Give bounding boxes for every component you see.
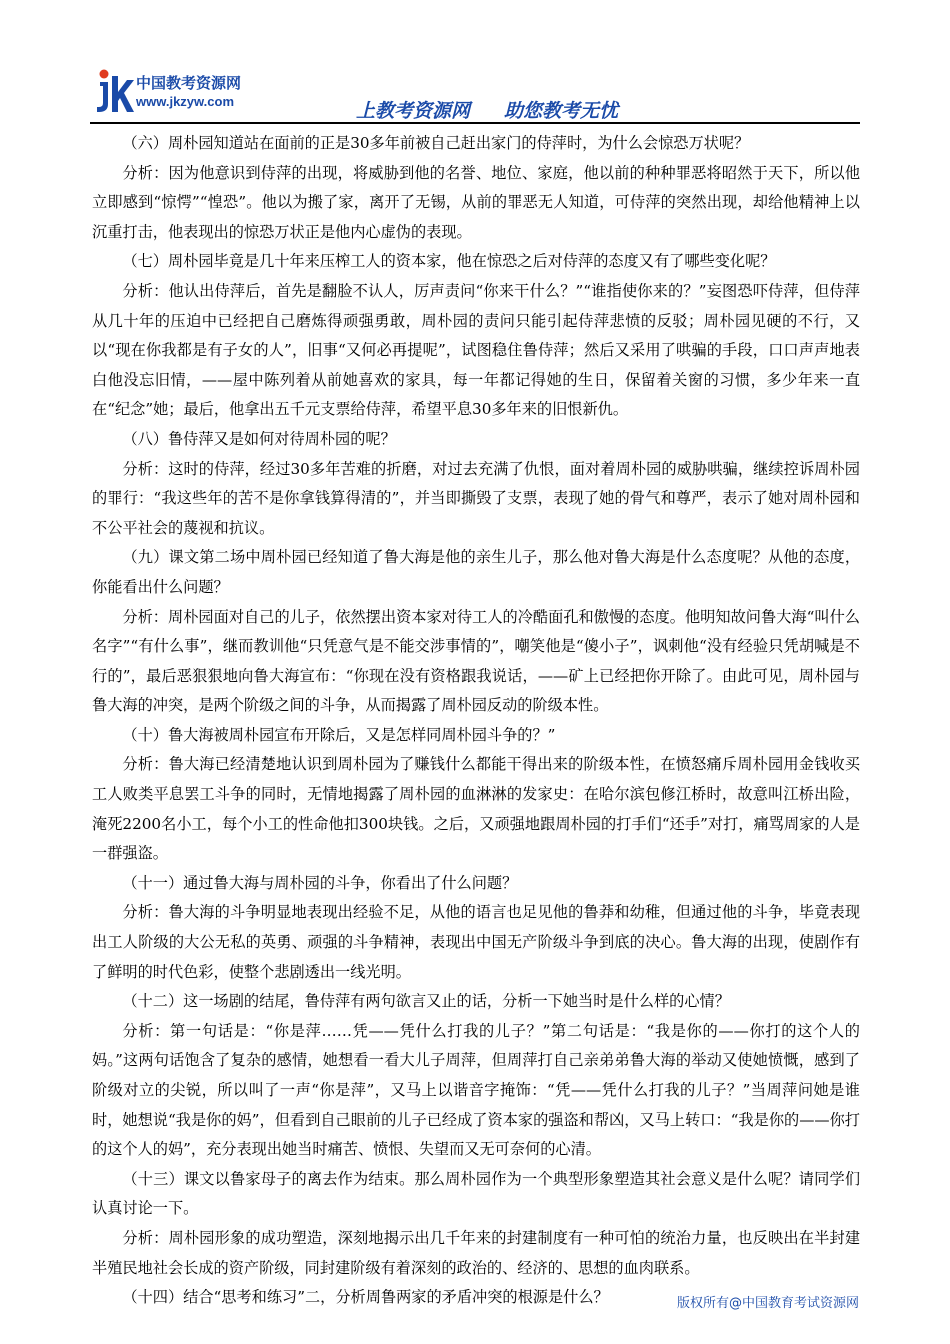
paragraph: 分析：周朴园面对自己的儿子，依然摆出资本家对待工人的冷酷面孔和傲慢的态度。他明知故问鲁大海“叫什么名字”“有什么事”，继而教训他“只凭意气是不能交涉事情的”，嘲笑他是“傻小子”，讽刺他“没有经验只凭胡喊是不行的”，最后恶狠狠地向鲁大海宣布：“你现在没有资格跟我说话，——矿上已经把你开除了。由此可见，周朴园与鲁大海的冲突，是两个阶级之间的斗争，从而揭露了周朴园反动的阶级本性。 [92, 607, 860, 715]
paragraph: （十四）结合“思考和练习”二，分析周鲁两家的矛盾冲突的根源是什么？ [122, 1288, 609, 1307]
paragraph: （十二）这一场剧的结尾，鲁侍萍有两句欲言又止的话，分析一下她当时是什么样的心情？ [122, 992, 730, 1011]
paragraph: 分析：周朴园形象的成功塑造，深刻地揭示出几千年来的封建制度有一种可怕的统治力量，也反映出在半封建半殖民地社会长成的资产阶级，同封建阶级有着深刻的政治的、经济的、思想的血肉联系。 [92, 1228, 860, 1277]
paragraph: （十一）通过鲁大海与周朴园的斗争，你看出了什么问题？ [122, 873, 518, 892]
paragraph: 分析：因为他意识到侍萍的出现，将威胁到他的名誉、地位、家庭，他以前的种种罪恶将昭然于天下，所以他立即感到“惊愕”“惶恐”。他以为搬了家，离开了无锡，从前的罪恶无人知道，可侍萍的突然出现，却给他精神上以沉重打击，他表现出的惊恐万状正是他内心虚伪的表现。 [92, 163, 860, 241]
paragraph: （六）周朴园知道站在面前的正是30多年前被自己赶出家门的侍萍时，为什么会惊恐万状呢？ [122, 134, 750, 152]
paragraph: 分析：第一句话是：“你是萍……凭——凭什么打我的儿子？”第二句话是：“我是你的——你打的这个人的妈。”这两句话饱含了复杂的感情，她想看一看大儿子周萍，但周萍打自己亲弟弟鲁大海的举动又使她愤慨，感到了阶级对立的尖锐，所以叫了一声“你是萍”，又马上以谐音字掩饰：“凭——凭什么打我的儿子？”当周萍问她是谁时，她想说“我是你的妈”，但看到自己眼前的儿子已经成了资本家的强盗和帮凶，又马上转口：“我是你的——你打的这个人的妈”，充分表现出她当时痛苦、愤恨、失望而又无可奈何的心清。 [92, 1021, 860, 1159]
document-body [92, 129, 860, 1313]
paragraph: 分析：鲁大海的斗争明显地表现出经验不足，从他的语言也足见他的鲁莽和幼稚，但通过他的斗争，毕竟表现出工人阶级的大公无私的英勇、顽强的斗争精神，表现出中国无产阶级斗争到底的决心。鲁大海的出现，使剧作有了鲜明的时代色彩，使整个悲剧透出一线光明。 [92, 903, 860, 981]
paragraph: （九）课文第二场中周朴园已经知道了鲁大海是他的亲生儿子，那么他对鲁大海是什么态度呢？从他的态度，你能看出什么问题？ [92, 548, 860, 596]
paragraph: （十）鲁大海被周朴园宣布开除后，又是怎样同周朴园斗争的？” [122, 725, 556, 744]
paragraph: （十三）课文以鲁家母子的离去作为结束。那么周朴园作为一个典型形象塑造其社会意义是什么呢？请同学们认真讨论一下。 [92, 1169, 860, 1218]
logo-site-name: 中国教考资源网 [136, 74, 242, 92]
paragraph: 分析：这时的侍萍，经过30多年苦难的折磨，对过去充满了仇恨，面对着周朴园的威胁哄骗，继续控诉周朴园的罪行：“我这些年的苦不是你拿钱算得清的”，并当即撕毁了支票，表现了她的骨气和尊严，表示了她对周朴园和不公平社会的蔑视和抗议。 [92, 459, 860, 537]
slogan-part-2: 助您教考无忧 [504, 100, 619, 122]
paragraph: （八）鲁侍萍又是如何对待周朴园的呢？ [122, 429, 396, 448]
page-header [90, 64, 860, 122]
slogan-part-1: 上教考资源网 [356, 100, 471, 122]
jk-logo-icon [94, 68, 134, 114]
footer-copyright: 版权所有@中国教育考试资源网 [676, 1296, 859, 1311]
logo-site-url: www.jkzyw.com [136, 94, 235, 109]
header-slogan [356, 96, 618, 123]
site-logo[interactable] [90, 64, 290, 118]
paragraph: （七）周朴园毕竟是几十年来压榨工人的资本家，他在惊恐之后对侍萍的态度又有了哪些变化呢？ [122, 252, 776, 271]
header-divider [90, 122, 860, 124]
paragraph: 分析：鲁大海已经清楚地认识到周朴园为了赚钱什么都能干得出来的阶级本性，在愤怒痛斥周朴园用金钱收买工人败类平息罢工斗争的同时，无情地揭露了周朴园的血淋淋的发家史：在哈尔滨包修江桥时，故意叫江桥出险，淹死2200名小工，每个小工的性命他扣300块钱。之后，又顽强地跟周朴园的打手们“还手”对打，痛骂周家的人是一群强盗。 [92, 755, 860, 863]
paragraph: 分析：他认出侍萍后，首先是翻脸不认人，厉声责问“你来干什么？”“谁指使你来的？”妄图恐吓侍萍，但侍萍从几十年的压迫中已经把自己磨炼得顽强勇敢，周朴园的责问只能引起侍萍悲愤的反驳；周朴园见硬的不行，又以“现在你我都是有子女的人”，旧事“又何必再提呢”，试图稳住鲁侍萍；然后又采用了哄骗的手段，口口声声地表白他没忘旧情，——屋中陈列着从前她喜欢的家具，每一年都记得她的生日，保留着关窗的习惯，多少年来一直在“纪念”她；最后，他拿出五千元支票给侍萍，希望平息30多年来的旧恨新仇。 [92, 281, 860, 419]
